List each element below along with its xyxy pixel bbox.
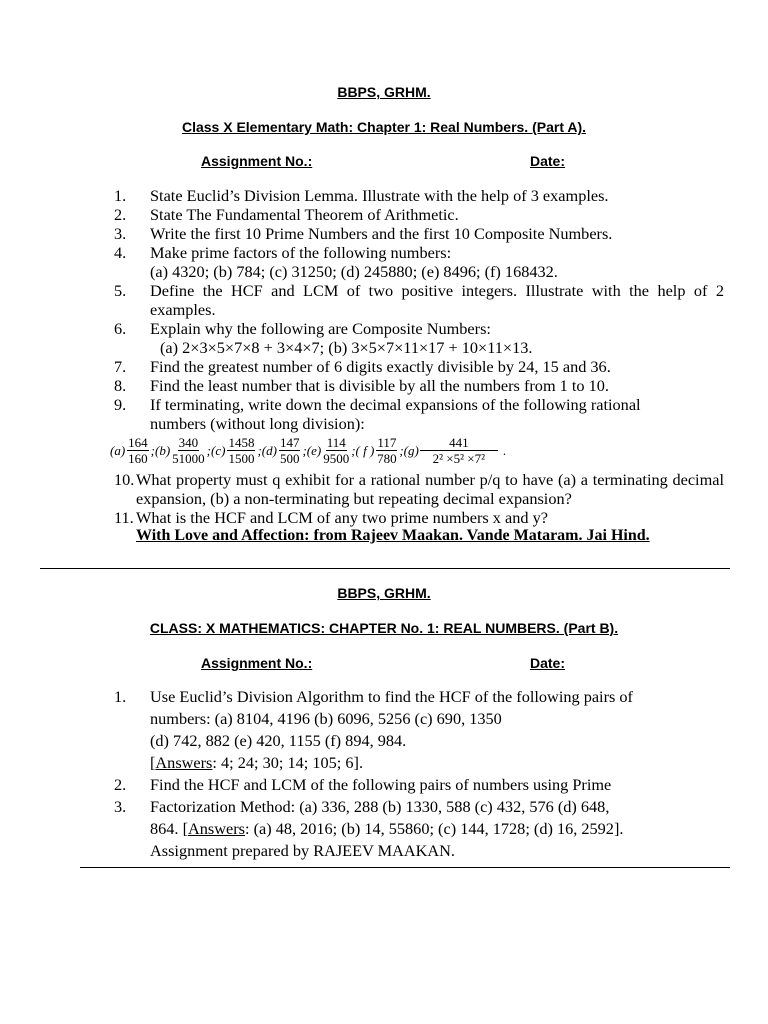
school-heading-b: BBPS, GRHM. — [337, 585, 431, 601]
fraction-label: (a) — [110, 443, 126, 458]
question-item: 5. Define the HCF and LCM of two positive integers. Illustrate with the help of 2 examples. — [114, 281, 724, 319]
question-item: 2. State The Fundamental Theorem of Arithmetic. — [114, 205, 459, 224]
title-part-b: CLASS: X MATHEMATICS: CHAPTER No. 1: REAL NUMBERS. (Part B). — [149, 620, 619, 636]
fraction: $\frac{117}{780}$ — [377, 435, 397, 466]
section-divider — [40, 568, 730, 569]
fraction: $\frac{1458}{1500}$ — [228, 435, 255, 466]
fraction-label: ;(c) — [206, 443, 226, 458]
question-item: 10. What property must q exhibit for a rational number p/q to have (a) a terminating decimal expansion, (b) a non-terminating but repeating decimal expansion? — [114, 470, 724, 508]
fraction: $\frac{340}{51000}$ — [172, 435, 205, 466]
fraction-end: . — [502, 443, 507, 458]
section-divider-bottom — [80, 867, 730, 868]
date-label-a: Date: — [530, 153, 566, 169]
date-label-b: Date: — [530, 655, 566, 671]
question-item: 3. Write the first 10 Prime Numbers and the first 10 Composite Numbers. — [114, 224, 613, 243]
fraction: $\frac{441}{\text{2² ×5² ×7²}}$ — [421, 436, 497, 466]
question-item: 1. State Euclid’s Division Lemma. Illustrate with the help of 3 examples. — [114, 186, 609, 205]
fraction-label: ;( f ) — [351, 443, 375, 458]
assignment-label-a: Assignment No.: — [201, 153, 313, 169]
question-item: 1. Use Euclid’s Division Algorithm to find the HCF of the following pairs of numbers: (a) 8104, 4196 (b) 6096, 5256 (c) 690, 1350 (d) 742, 882 (e) 420, 1155 (f) 894, 984. [Answers: 4; 24; 30; 14; 105; 6]. — [114, 687, 633, 772]
question-item: 4. Make prime factors of the following numbers: (a) 4320; (b) 784; (c) 31250; (d) 245880; (e) 8496; (f) 168432. — [114, 243, 558, 281]
question-list-b — [114, 686, 734, 862]
signature-line: With Love and Affection: from Rajeev Maakan. Vande Mataram. Jai Hind. — [136, 527, 650, 544]
question-item: 11. What is the HCF and LCM of any two prime numbers x and y? — [114, 508, 548, 527]
fraction: $\frac{164}{160}$ — [128, 435, 148, 466]
question-list-a — [114, 186, 724, 433]
question-item: 7. Find the greatest number of 6 digits exactly divisible by 24, 15 and 36. — [114, 357, 611, 376]
school-heading-a: BBPS, GRHM. — [337, 84, 431, 100]
question-item: 6. Explain why the following are Composite Numbers: (a) 2×3×5×7×8 + 3×4×7; (b) 3×5×7×11×17 + 10×11×13. — [114, 319, 533, 357]
question-item: 2. Find the HCF and LCM of the following pairs of numbers using Prime — [114, 775, 612, 794]
fraction-label: ;(b) — [150, 443, 171, 458]
assignment-label-b: Assignment No.: — [201, 655, 313, 671]
fraction-expressions — [110, 436, 506, 466]
title-part-a: Class X Elementary Math: Chapter 1: Real Numbers. (Part A). — [181, 119, 587, 135]
fraction-label: ;(d) — [257, 443, 277, 458]
question-item: 8. Find the least number that is divisible by all the numbers from 1 to 10. — [114, 376, 609, 395]
fraction: $\frac{114}{9500}$ — [323, 435, 350, 466]
fraction-label: ;(e) — [302, 443, 322, 458]
fraction: $\frac{147}{500}$ — [279, 435, 300, 466]
question-list-a-cont — [114, 470, 724, 527]
question-item: 3. Factorization Method: (a) 336, 288 (b) 1330, 588 (c) 432, 576 (d) 648, 864. [Answers: (a) 48, 2016; (b) 14, 55860; (c) 144, 1728; (d) 16, 2592]. Assignment prepared by RAJEEV MAAKAN. — [114, 797, 624, 860]
question-item: 9. If terminating, write down the decimal expansions of the following rational numbers (without long division): — [114, 395, 641, 433]
fraction-label: ;(g) — [399, 443, 419, 458]
